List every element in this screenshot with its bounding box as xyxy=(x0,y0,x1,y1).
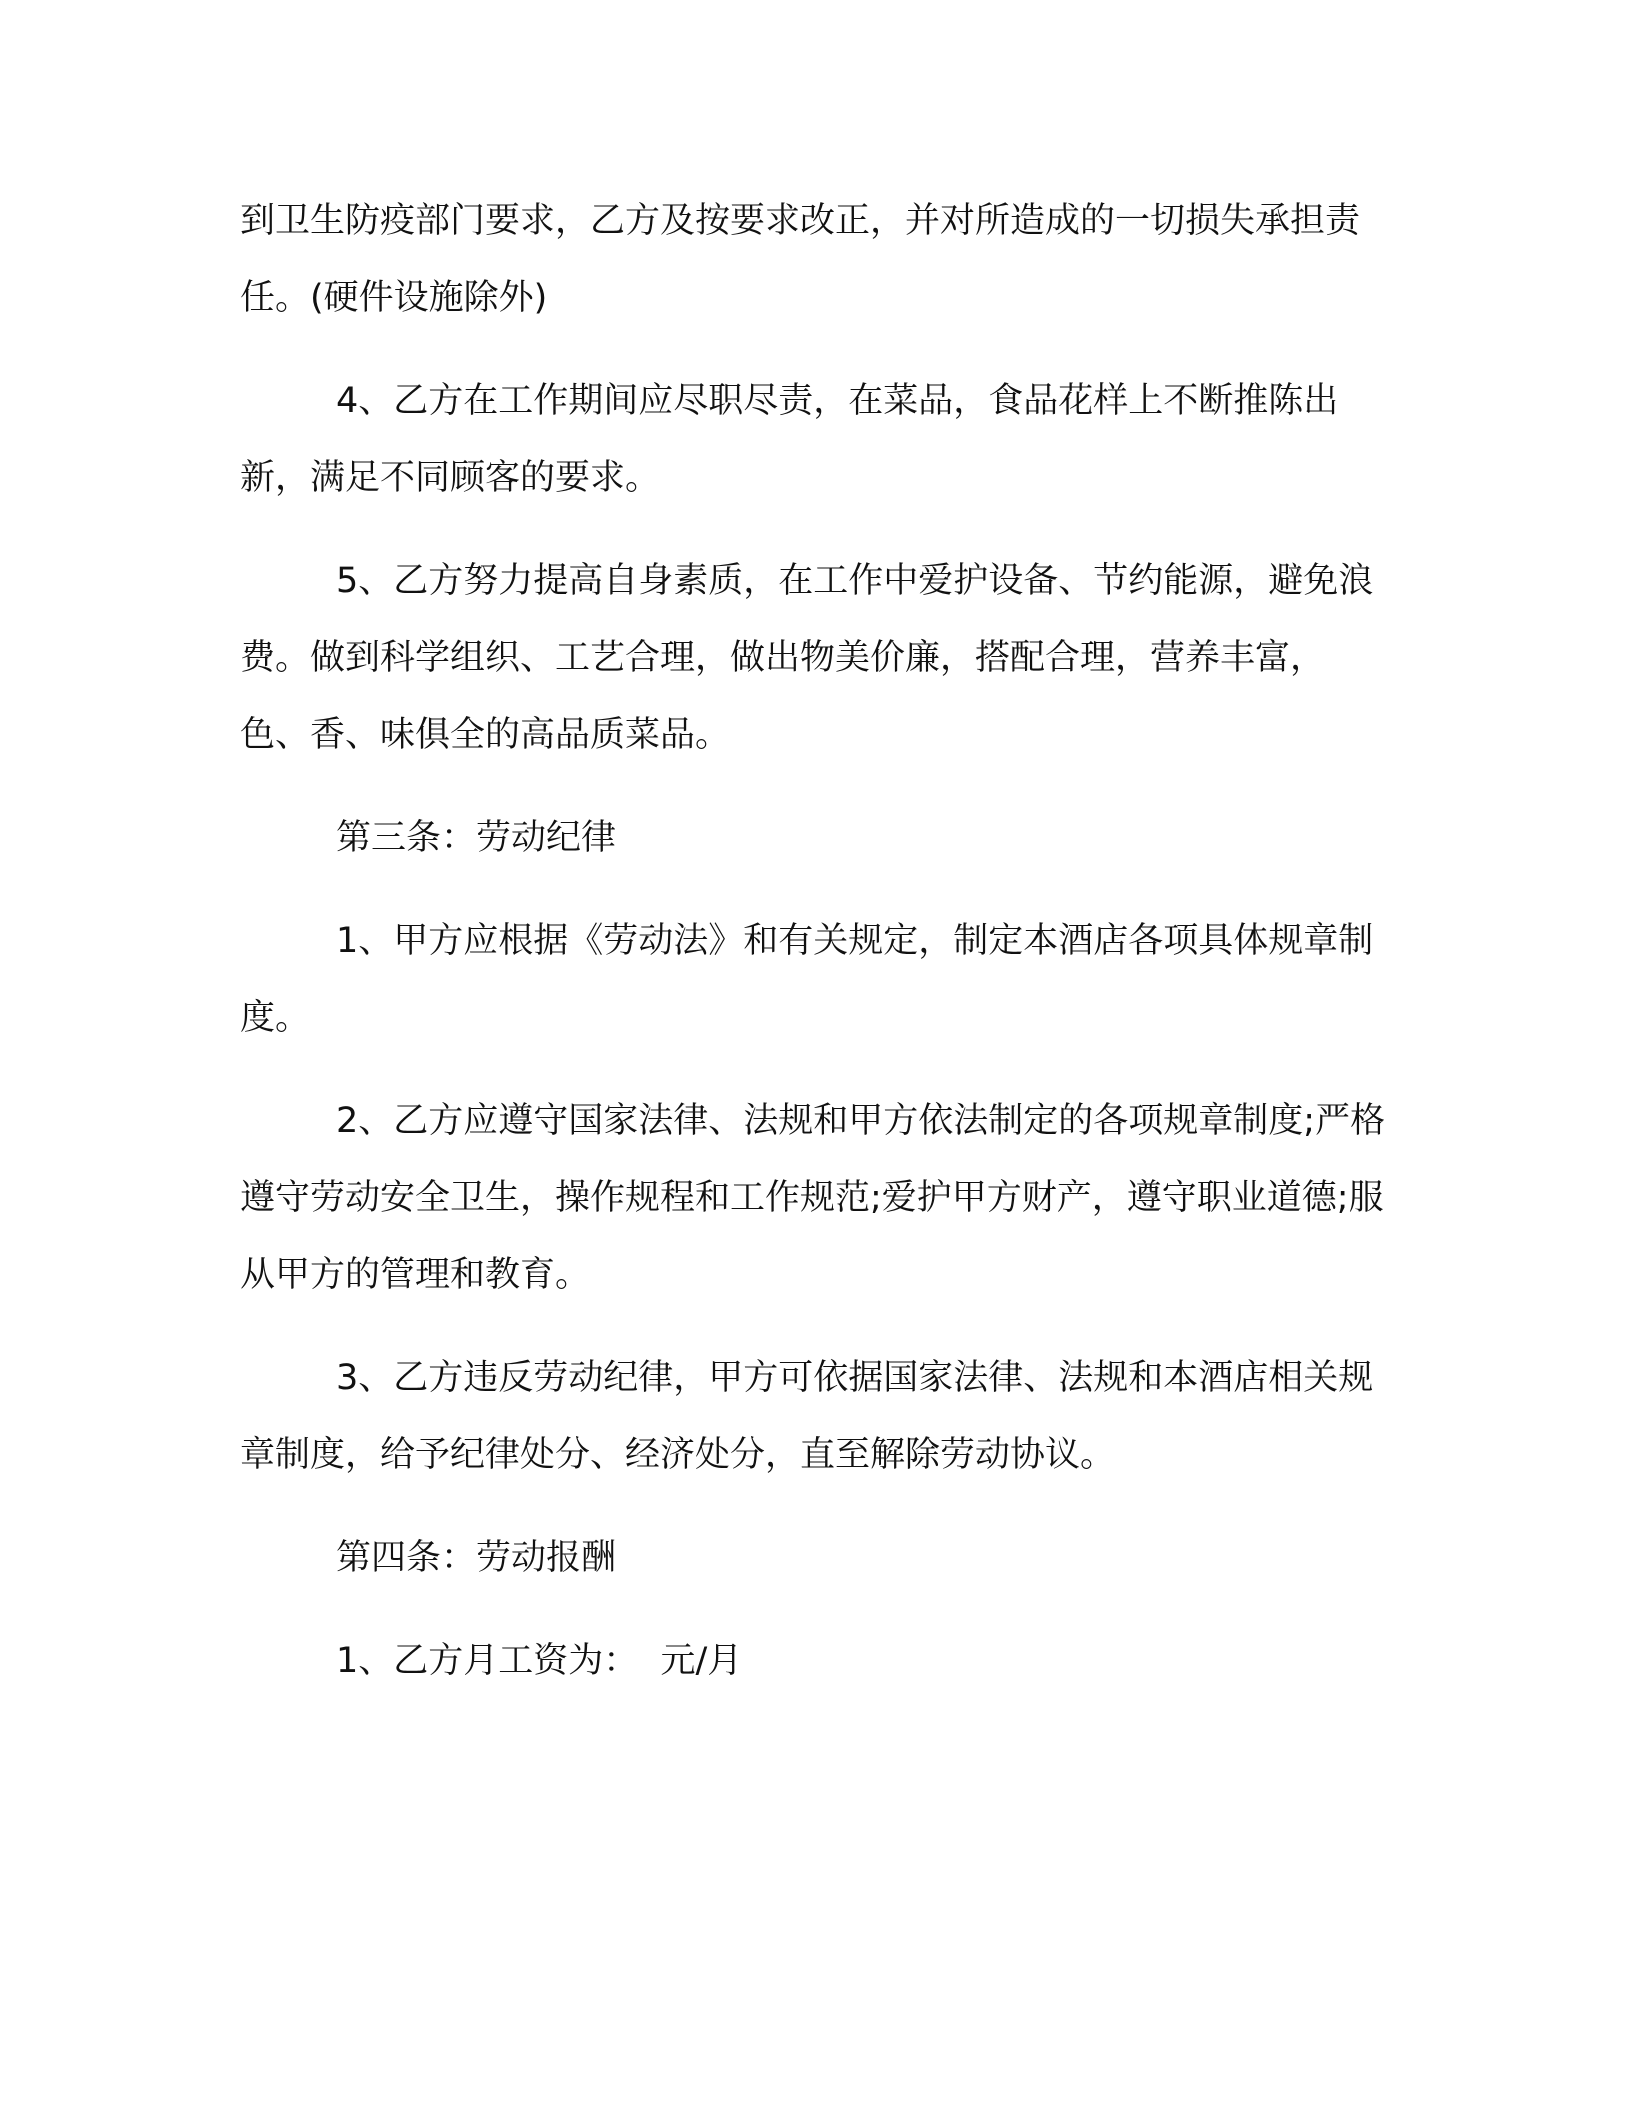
paragraph-article-3-item-2: 2、乙方应遵守国家法律、法规和甲方依法制定的各项规章制度;严格遵守劳动安全卫生，操作规程和工作规范;爱护甲方财产，遵守职业道德;服从甲方的管理和教育。 xyxy=(240,1101,1386,1295)
paragraph-article-3-item-1: 1、甲方应根据《劳动法》和有关规定，制定本酒店各项具体规章制度。 xyxy=(240,921,1374,1038)
paragraph-article-3-item-3: 3、乙方违反劳动纪律，甲方可依据国家法律、法规和本酒店相关规章制度，给予纪律处分、经济处分，直至解除劳动协议。 xyxy=(240,1358,1374,1475)
section-heading-article-3: 第三条：劳动纪律 xyxy=(336,818,617,858)
document-body xyxy=(240,183,1390,1726)
paragraph-continuation: 到卫生防疫部门要求，乙方及按要求改正，并对所造成的一切损失承担责任。(硬件设施除外) xyxy=(240,201,1361,318)
section-heading-article-4: 第四条：劳动报酬 xyxy=(336,1538,617,1578)
paragraph-item-4: 4、乙方在工作期间应尽职尽责，在菜品，食品花样上不断推陈出新，满足不同顾客的要求。 xyxy=(240,381,1339,498)
paragraph-item-5: 5、乙方努力提高自身素质，在工作中爱护设备、节约能源，避免浪费。做到科学组织、工艺合理，做出物美价廉，搭配合理，营养丰富，色、香、味俱全的高品质菜品。 xyxy=(240,561,1374,755)
paragraph-article-4-item-1: 1、乙方月工资为： 元/月 xyxy=(336,1641,743,1681)
